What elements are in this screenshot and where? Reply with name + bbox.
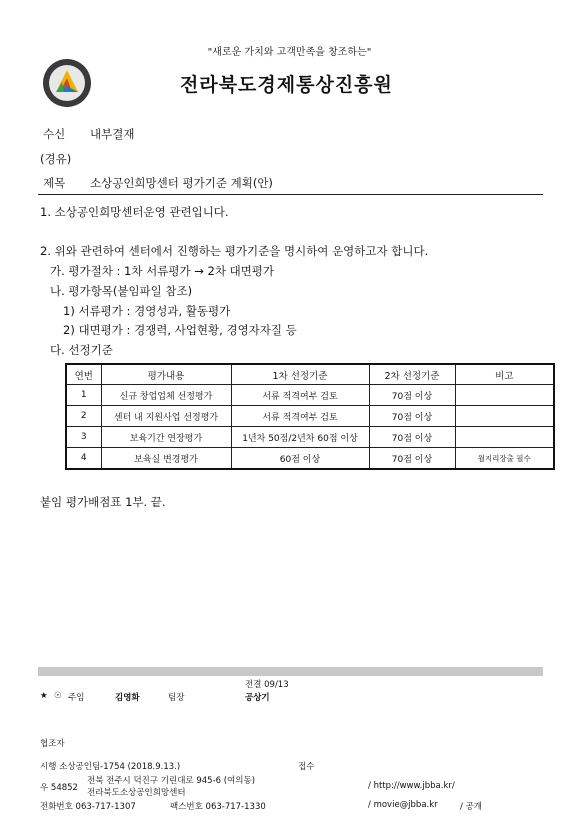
cooperator-label: 협조자 <box>40 739 65 749</box>
table-row <box>66 406 554 427</box>
subject-value: 소상공인희망센터 평가기준 계획(안) <box>90 176 273 190</box>
cell-no: 2 <box>66 406 101 427</box>
circle-mark: ☉ <box>54 691 62 701</box>
cell-second: 70점 이상 <box>369 448 455 470</box>
disclosure-label: / 공개 <box>460 802 482 812</box>
recipient-label: 수신 <box>43 127 66 141</box>
address-line-1: 전북 전주시 덕진구 기린대로 945-6 (여의동) <box>87 776 256 786</box>
col-header-first: 1차 선정기준 <box>231 364 369 385</box>
item-b2: 2) 대면평가 : 경쟁력, 사업현황, 경영자자질 등 <box>63 323 297 337</box>
drafter-name: 김영화 <box>115 693 140 703</box>
fax-number: 팩스번호 063-717-1330 <box>170 802 266 812</box>
approver-role: 팀장 <box>168 693 185 703</box>
cell-second: 70점 이상 <box>369 385 455 406</box>
slogan: "새로운 가치와 고객만족을 창조하는" <box>207 47 372 58</box>
cell-note: 월지리장출 필수 <box>455 448 554 470</box>
final-approval-label: 전결 09/13 <box>245 680 289 690</box>
cell-content: 신규 창업업체 선정평가 <box>101 385 231 406</box>
doc-number: 시행 소상공인팀-1754 (2018.9.13.) <box>40 762 181 772</box>
cell-no: 4 <box>66 448 101 470</box>
cell-content: 센터 내 지원사업 선정평가 <box>101 406 231 427</box>
col-header-note: 비고 <box>455 364 554 385</box>
phone-number: 전화번호 063-717-1307 <box>40 802 136 812</box>
criteria-table <box>65 363 555 470</box>
col-header-second: 2차 선정기준 <box>369 364 455 385</box>
item-c: 다. 선정기준 <box>50 343 113 357</box>
cell-first: 서류 적격여부 검토 <box>231 385 369 406</box>
star-mark: ★ <box>40 691 48 701</box>
col-header-content: 평가내용 <box>101 364 231 385</box>
cell-second: 70점 이상 <box>369 427 455 448</box>
cell-second: 70점 이상 <box>369 406 455 427</box>
table-row <box>66 427 554 448</box>
cell-first: 60점 이상 <box>231 448 369 470</box>
cell-note <box>455 427 554 448</box>
postal-code: 우 54852 <box>40 783 78 793</box>
cell-note <box>455 385 554 406</box>
attachment-line: 붙임 평가배점표 1부. 끝. <box>40 495 166 509</box>
via-label: (경유) <box>40 152 72 166</box>
header-divider <box>38 194 543 195</box>
recipient-value: 내부결재 <box>90 127 135 141</box>
drafter-role: 주임 <box>68 693 85 703</box>
approver-name: 공상기 <box>245 693 270 703</box>
approval-bar <box>38 667 543 676</box>
cell-first: 서류 적격여부 검토 <box>231 406 369 427</box>
cell-content: 보육실 변경평가 <box>101 448 231 470</box>
email-link[interactable]: / movie@jbba.kr <box>368 800 438 810</box>
table-row <box>66 448 554 470</box>
item-b: 나. 평가항목(붙임파일 참조) <box>50 284 193 298</box>
jbba-logo-icon <box>42 58 92 108</box>
website-link[interactable]: / http://www.jbba.kr/ <box>368 781 455 791</box>
table-row <box>66 385 554 406</box>
cell-note <box>455 406 554 427</box>
org-name: 전라북도경제통상진흥원 <box>180 74 393 96</box>
cell-content: 보육기간 연장평가 <box>101 427 231 448</box>
item-a: 가. 평가절차 : 1차 서류평가 → 2차 대면평가 <box>50 264 275 278</box>
cell-no: 3 <box>66 427 101 448</box>
item-b1: 1) 서류평가 : 경영성과, 활동평가 <box>63 304 231 318</box>
paragraph-2: 2. 위와 관련하여 센터에서 진행하는 평가기준을 명시하여 운영하고자 합니다. <box>40 244 429 258</box>
col-header-no: 연번 <box>66 364 101 385</box>
paragraph-1: 1. 소상공인희망센터운영 관련입니다. <box>40 205 229 219</box>
table-header-row <box>66 364 554 385</box>
cell-first: 1년차 50점/2년차 60점 이상 <box>231 427 369 448</box>
receipt-label: 접수 <box>298 762 315 772</box>
cell-no: 1 <box>66 385 101 406</box>
address-line-2: 전라북도소상공인희망센터 <box>87 788 186 798</box>
subject-label: 제목 <box>43 176 66 190</box>
